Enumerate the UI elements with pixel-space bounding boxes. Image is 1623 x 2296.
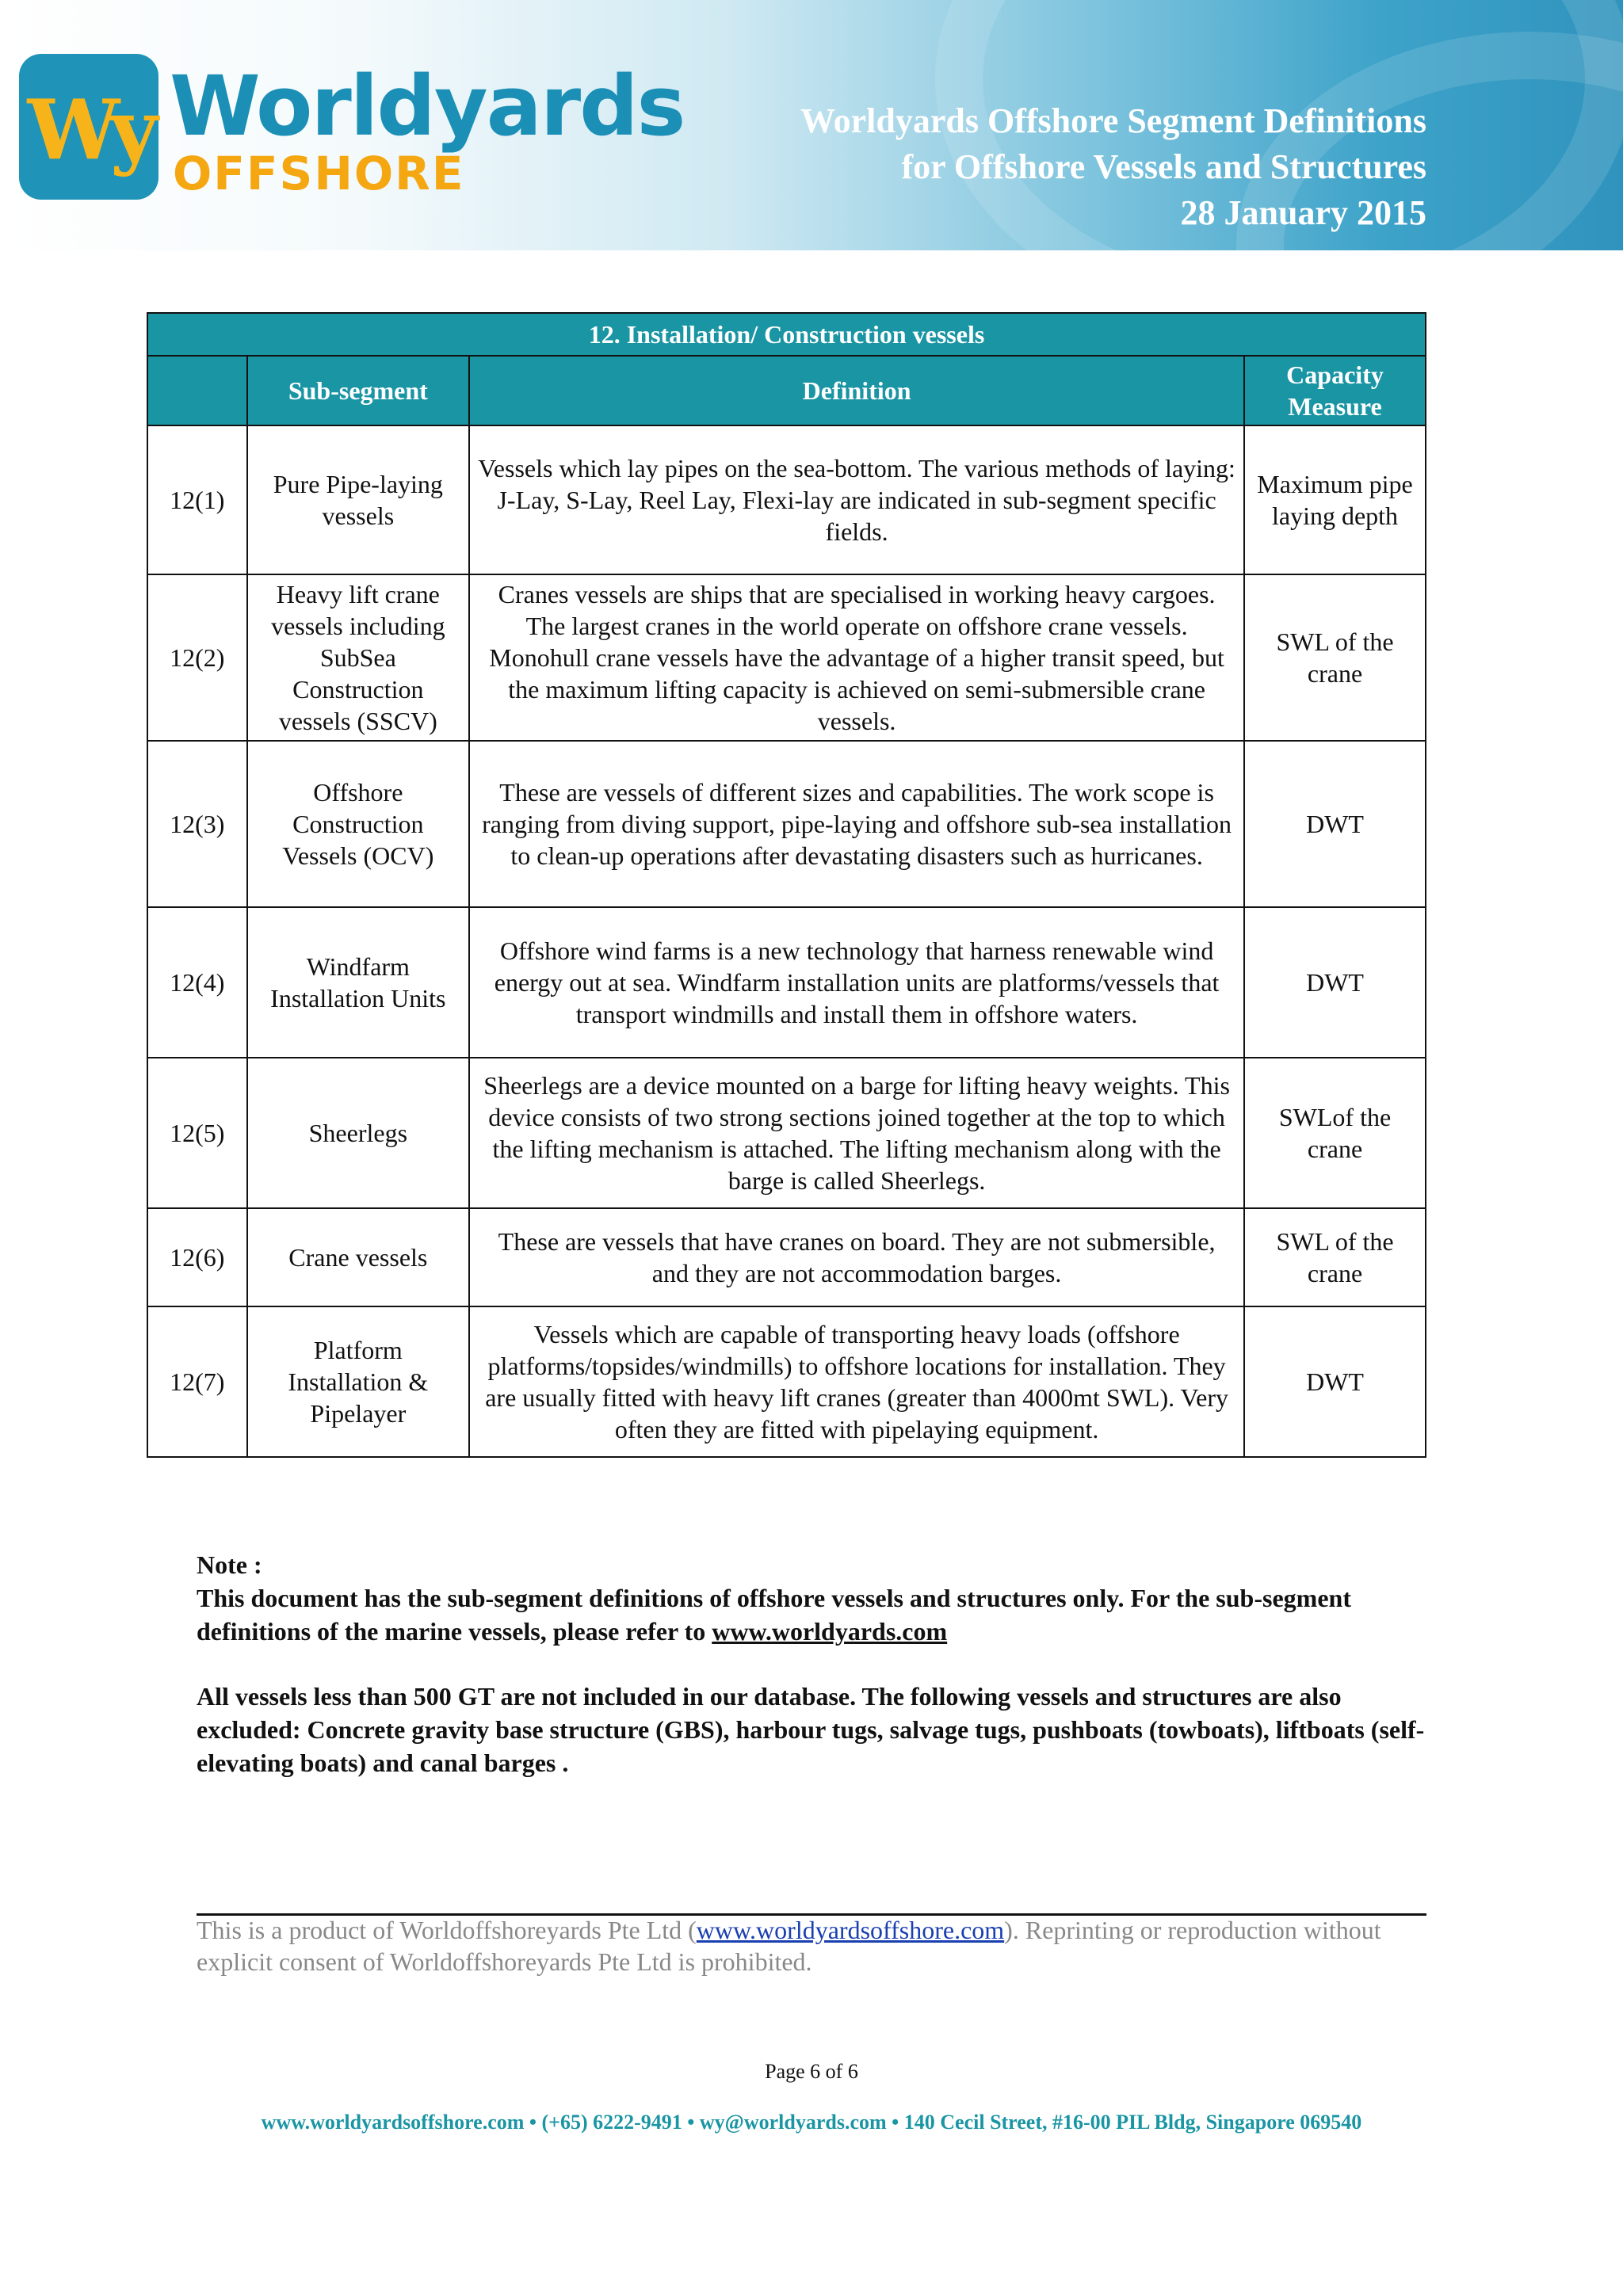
note-paragraph-1-text: This document has the sub-segment definitions of offshore vessels and structures only. For the sub-segment definitions of the marine vessels, please refer to (197, 1584, 1351, 1646)
row-subsegment: Heavy lift crane vessels including SubSea Construction vessels (SSCV) (247, 574, 470, 741)
row-capacity: Maximum pipe laying depth (1244, 425, 1426, 574)
note-paragraph-1 (197, 1581, 1433, 1648)
title-date: 28 January 2015 (1180, 193, 1426, 232)
row-definition: Vessels which are capable of transporting heavy loads (offshore platforms/topsides/windmills) to offshore locations for installation. They are usually fitted with heavy lift cranes (greater than 4000mt SWL). Very often they are fitted with pipelaying equipment. (469, 1306, 1244, 1457)
copyright-notice (197, 1914, 1433, 1978)
title-line-1: Worldyards Offshore Segment Definitions (800, 101, 1426, 140)
row-definition: These are vessels of different sizes and capabilities. The work scope is ranging from diving support, pipe-laying and offshore sub-sea installation to clean-up operations after devastating disasters such as hurricanes. (469, 741, 1244, 907)
row-capacity: SWL of the crane (1244, 574, 1426, 741)
contact-line: www.worldyardsoffshore.com • (+65) 6222-9491 • wy@worldyards.com • 140 Cecil Street, #16-00 PIL Bldg, Singapore 069540 (261, 2111, 1362, 2134)
logo-subtitle: OFFSHORE (173, 147, 465, 200)
copyright-text-end: ). Reprinting or reproduction without explicit consent of Worldoffshoreyards Pte Ltd is prohibited. (197, 1916, 1381, 1976)
copyright-text-start: This is a product of Worldoffshoreyards Pte Ltd ( (197, 1916, 697, 1944)
row-capacity: SWL of the crane (1244, 1208, 1426, 1306)
logo-wordmark: Worldyards (170, 58, 685, 154)
row-code: 12(5) (147, 1058, 247, 1208)
row-code: 12(1) (147, 425, 247, 574)
logo-mark-text: Wy (27, 81, 151, 178)
row-capacity: SWLof the crane (1244, 1058, 1426, 1208)
table-row (147, 1208, 1426, 1306)
row-capacity: DWT (1244, 1306, 1426, 1457)
table-title-row (147, 313, 1426, 356)
column-header-subsegment: Sub-segment (247, 356, 470, 425)
row-subsegment: Pure Pipe-laying vessels (247, 425, 470, 574)
worldyardsoffshore-link[interactable]: www.worldyardsoffshore.com (696, 1916, 1005, 1944)
row-subsegment: Sheerlegs (247, 1058, 470, 1208)
row-definition: Vessels which lay pipes on the sea-bottom. The various methods of laying: J-Lay, S-Lay, Reel Lay, Flexi-lay are indicated in sub-segment specific fields. (469, 425, 1244, 574)
row-definition: Sheerlegs are a device mounted on a barge for lifting heavy weights. This device consists of two strong sections joined together at the top to which the lifting mechanism is attached. The lifting mechanism along with the barge is called Sheerlegs. (469, 1058, 1244, 1208)
logo-mark (19, 54, 158, 200)
row-subsegment: Windfarm Installation Units (247, 907, 470, 1058)
table-header-row (147, 356, 1426, 425)
worldyards-link[interactable]: www.worldyards.com (712, 1617, 948, 1646)
note-paragraph-2: All vessels less than 500 GT are not included in our database. The following vessels and structures are also excluded: Concrete gravity base structure (GBS), harbour tugs, salvage tugs, pushboats (towboats), liftboats (self-elevating boats) and canal barges . (197, 1682, 1425, 1777)
row-definition: Offshore wind farms is a new technology that harness renewable wind energy out at sea. Windfarm installation units are platforms/vessels that transport windmills and install them in offshore waters. (469, 907, 1244, 1058)
table-row (147, 574, 1426, 741)
table-title: 12. Installation/ Construction vessels (147, 313, 1426, 356)
column-header-capacity: Capacity Measure (1244, 356, 1426, 425)
notes-section (197, 1548, 1433, 1779)
document-title (800, 98, 1426, 236)
note-label: Note : (197, 1550, 262, 1579)
row-definition: These are vessels that have cranes on board. They are not submersible, and they are not accommodation barges. (469, 1208, 1244, 1306)
row-code: 12(2) (147, 574, 247, 741)
table-row (147, 1306, 1426, 1457)
row-code: 12(6) (147, 1208, 247, 1306)
row-subsegment: Crane vessels (247, 1208, 470, 1306)
column-header-code (147, 356, 247, 425)
row-code: 12(7) (147, 1306, 247, 1457)
row-subsegment: Offshore Construction Vessels (OCV) (247, 741, 470, 907)
title-line-2: for Offshore Vessels and Structures (901, 147, 1426, 186)
segment-table (147, 312, 1426, 1458)
row-definition: Cranes vessels are ships that are specialised in working heavy cargoes. The largest cranes in the world operate on offshore crane vessels. Monohull crane vessels have the advantage of a higher transit speed, but the maximum lifting capacity is achieved on semi-submersible crane vessels. (469, 574, 1244, 741)
row-capacity: DWT (1244, 907, 1426, 1058)
table-row (147, 425, 1426, 574)
page-number: Page 6 of 6 (765, 2060, 858, 2083)
column-header-definition: Definition (469, 356, 1244, 425)
row-capacity: DWT (1244, 741, 1426, 907)
row-code: 12(3) (147, 741, 247, 907)
row-code: 12(4) (147, 907, 247, 1058)
table-row (147, 907, 1426, 1058)
row-subsegment: Platform Installation & Pipelayer (247, 1306, 470, 1457)
table-row (147, 1058, 1426, 1208)
header-banner (0, 0, 1623, 250)
table-row (147, 741, 1426, 907)
